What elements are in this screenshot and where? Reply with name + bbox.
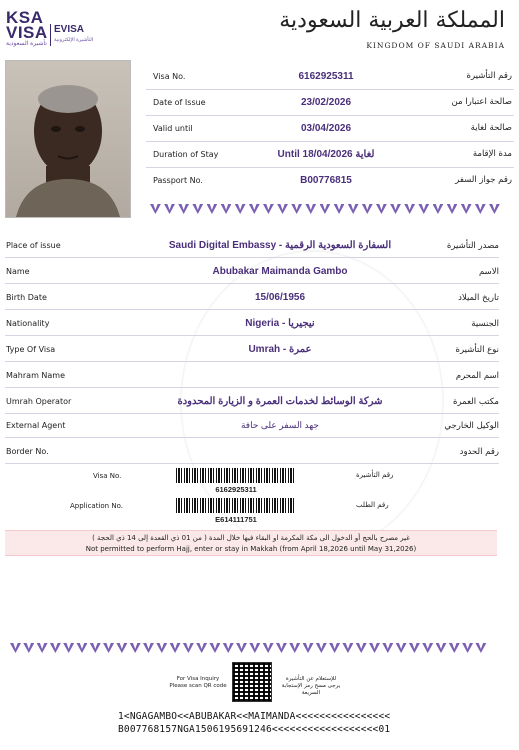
birth-date-label: Birth Date (6, 293, 47, 302)
chevron-divider-bottom (10, 643, 510, 655)
mahram-name-row (0, 362, 519, 388)
inquiry-ar-line1: للإستعلام عن التأشيرة (285, 676, 337, 682)
nationality-label-ar: الجنسية (471, 319, 499, 329)
type-of-visa-label: Type Of Visa (6, 345, 56, 354)
hajj-notice-english: Not permitted to perform Hajj, enter or stay in Makkah (from April 18,2026 until May 31,2026) (85, 545, 417, 553)
type-of-visa-value: Umrah - عمرة (248, 344, 312, 355)
birth-date-value: 15/06/1956 (254, 292, 306, 303)
type-of-visa-row (0, 336, 519, 362)
external-agent-label-ar: الوكيل الخارجي (444, 421, 499, 431)
mahram-name-label: Mahram Name (6, 371, 66, 380)
border-no-label: Border No. (6, 447, 49, 456)
mrz-line-2: B007768157NGA1506195691246<<<<<<<<<<<<<<<<<<01 (118, 724, 391, 735)
type-of-visa-label-ar: نوع التأشيرة (455, 345, 499, 355)
barcode-application-label-ar: رقم الطلب (356, 501, 389, 509)
name-value: Abubakar Maimanda Gambo (212, 266, 348, 277)
inquiry-en-line2: Please scan QR code (169, 683, 227, 689)
duration-of-stay-value: Until 18/04/2026 لغاية (277, 149, 375, 160)
evisa-logo-text: EVISA (54, 24, 85, 35)
name-label-ar: الاسم (479, 267, 499, 277)
place-of-issue-label-ar: مصدر التأشيرة (446, 241, 499, 251)
duration-of-stay-row (146, 142, 514, 168)
valid-until-value: 03/04/2026 (300, 123, 352, 134)
ksa-logo-sub: تأشيرة السعودية (6, 41, 47, 47)
evisa-logo-sub: التأشيرة الإلكترونية (54, 37, 94, 43)
hajj-notice (5, 530, 497, 556)
barcode-application-label: Application No. (70, 502, 123, 510)
umrah-operator-label-ar: مكتب العمرة (453, 397, 499, 407)
visa-no-label: Visa No. (153, 72, 186, 81)
nationality-label: Nationality (6, 319, 50, 328)
mahram-name-label-ar: اسم المحرم (455, 371, 499, 381)
place-of-issue-value: Saudi Digital Embassy - السفارة السعودية الرقمية (168, 240, 392, 251)
umrah-operator-label: Umrah Operator (6, 397, 72, 406)
chevron-divider (150, 204, 502, 220)
external-agent-row (0, 412, 519, 438)
logo-divider (50, 24, 51, 46)
date-of-issue-label-ar: صالحة اعتبارا من (451, 97, 512, 107)
passport-no-label-ar: رقم جواز السفر (455, 175, 512, 185)
ksa-logo-line2: VISA (6, 23, 48, 42)
place-of-issue-label: Place of issue (6, 241, 61, 250)
visa-barcode (176, 468, 296, 483)
barcode-visa-value: 6162925311 (215, 485, 257, 494)
name-row (0, 258, 519, 284)
inquiry-en-line1: For Visa Inquiry (176, 676, 220, 682)
kingdom-title-english: KINGDOM OF SAUDI ARABIA (366, 41, 505, 50)
barcode-visa-label: Visa No. (93, 472, 122, 480)
inquiry-text-arabic (276, 676, 346, 697)
ksa-visa-logo (6, 10, 48, 48)
valid-until-label: Valid until (153, 124, 193, 133)
place-of-issue-row (0, 232, 519, 258)
hajj-notice-arabic: غير مصرح بالحج أو الدخول الى مكة المكرمة او البقاء فيها خلال المدة ( من 01 ذي القعدة إلى 14 ذي الحجة ) (92, 534, 410, 542)
external-agent-label: External Agent (6, 421, 66, 430)
inquiry-ar-line2: يرجى مسح رمز الإستجابة السريعة (281, 683, 341, 696)
border-no-row (0, 438, 519, 464)
evisa-logo (54, 25, 93, 45)
passport-no-row (146, 168, 514, 194)
visa-no-label-ar: رقم التأشيرة (466, 71, 512, 81)
qr-code[interactable] (232, 662, 272, 702)
barcode-application-value: E614111751 (215, 515, 257, 524)
visa-no-row (146, 64, 514, 90)
date-of-issue-row (146, 90, 514, 116)
birth-date-label-ar: تاريخ الميلاد (458, 293, 499, 303)
passport-no-label: Passport No. (153, 176, 203, 185)
holder-photo (5, 60, 131, 218)
duration-of-stay-label-ar: مدة الإقامة (472, 149, 512, 159)
external-agent-value: جهد السفر على حافة (240, 420, 319, 430)
valid-until-label-ar: صالحة لغاية (470, 123, 512, 133)
mrz-line-1: 1<NGAGAMBO<<ABUBAKAR<<MAIMANDA<<<<<<<<<<<<<<<< (118, 711, 391, 722)
passport-no-value: B00776815 (300, 175, 352, 186)
umrah-operator-value: شركة الوسائط لخدمات العمرة و الزيارة المحدودة (177, 396, 383, 407)
valid-until-row (146, 116, 514, 142)
visa-no-value: 6162925311 (298, 71, 354, 82)
nationality-row (0, 310, 519, 336)
border-no-label-ar: رقم الحدود (459, 447, 499, 457)
date-of-issue-label: Date of Issue (153, 98, 206, 107)
inquiry-text-english (168, 676, 228, 690)
duration-of-stay-label: Duration of Stay (153, 150, 219, 159)
barcode-visa-label-ar: رقم التأشيرة (356, 471, 394, 479)
umrah-operator-row (0, 388, 519, 414)
nationality-value: Nigeria - نيجيريا (245, 318, 315, 329)
name-label: Name (6, 267, 30, 276)
date-of-issue-value: 23/02/2026 (300, 97, 352, 108)
kingdom-title-arabic: المملكة العربية السعودية (279, 8, 505, 33)
birth-date-row (0, 284, 519, 310)
ksa-logo-line1: KSA (6, 8, 44, 27)
application-barcode (176, 498, 296, 513)
